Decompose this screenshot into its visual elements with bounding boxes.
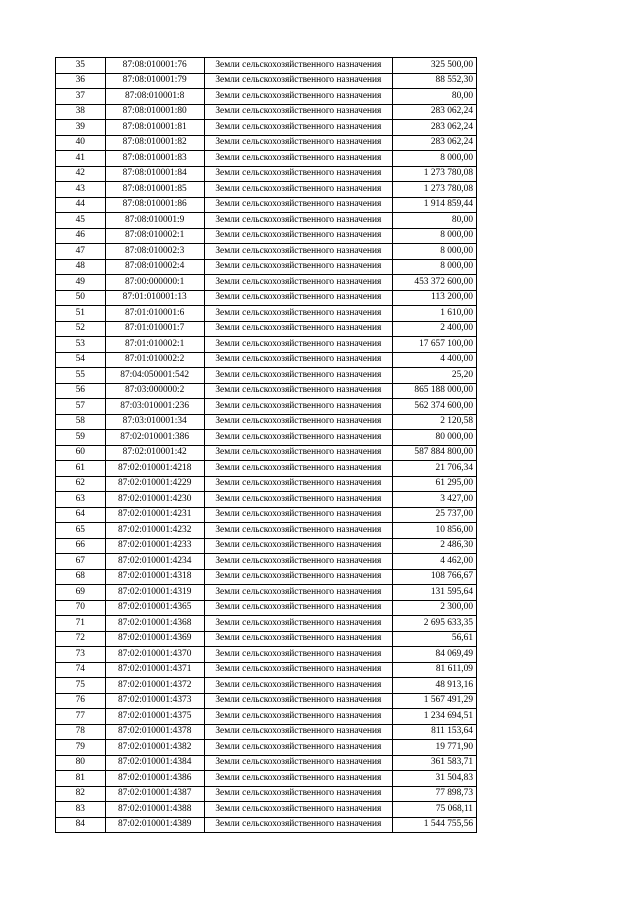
table-row: [56, 337, 477, 353]
cadastral-value-cell: 361 583,71: [392, 755, 476, 771]
cadastral-number-cell: 87:02:010001:4319: [105, 585, 204, 601]
land-category-cell: Земли сельскохозяйственного назначения: [204, 368, 392, 384]
cadastral-value-cell: 88 552,30: [392, 73, 476, 89]
cadastral-value-cell: 283 062,24: [392, 120, 476, 136]
table-row: [56, 476, 477, 492]
cadastral-number-cell: 87:08:010001:80: [105, 104, 204, 120]
cadastral-value-cell: 8 000,00: [392, 151, 476, 167]
cadastral-number-cell: 87:08:010001:86: [105, 197, 204, 213]
table-row: [56, 368, 477, 384]
row-number-cell: 45: [56, 213, 106, 229]
cadastral-value-cell: 25,20: [392, 368, 476, 384]
cadastral-number-cell: 87:08:010002:4: [105, 259, 204, 275]
cadastral-value-cell: 2 695 633,35: [392, 616, 476, 632]
cadastral-value-cell: 4 400,00: [392, 352, 476, 368]
cadastral-number-cell: 87:02:010001:4218: [105, 461, 204, 477]
row-number-cell: 69: [56, 585, 106, 601]
table-row: [56, 244, 477, 260]
row-number-cell: 65: [56, 523, 106, 539]
row-number-cell: 80: [56, 755, 106, 771]
row-number-cell: 83: [56, 802, 106, 818]
cadastral-value-cell: 19 771,90: [392, 740, 476, 756]
cadastral-number-cell: 87:08:010001:9: [105, 213, 204, 229]
land-category-cell: Земли сельскохозяйственного назначения: [204, 507, 392, 523]
cadastral-value-cell: 25 737,00: [392, 507, 476, 523]
row-number-cell: 78: [56, 724, 106, 740]
table-row: [56, 166, 477, 182]
land-category-cell: Земли сельскохозяйственного назначения: [204, 151, 392, 167]
cadastral-number-cell: 87:08:010002:3: [105, 244, 204, 260]
cadastral-value-cell: 8 000,00: [392, 244, 476, 260]
cadastral-value-cell: 587 884 800,00: [392, 445, 476, 461]
table-row: [56, 507, 477, 523]
row-number-cell: 46: [56, 228, 106, 244]
land-category-cell: Земли сельскохозяйственного назначения: [204, 321, 392, 337]
land-category-cell: Земли сельскохозяйственного назначения: [204, 585, 392, 601]
cadastral-number-cell: 87:02:010001:42: [105, 445, 204, 461]
cadastral-value-cell: 81 611,09: [392, 662, 476, 678]
cadastral-value-cell: 56,61: [392, 631, 476, 647]
table-row: [56, 352, 477, 368]
cadastral-value-cell: 325 500,00: [392, 58, 476, 74]
table-row: [56, 647, 477, 663]
land-category-cell: Земли сельскохозяйственного назначения: [204, 306, 392, 322]
table-row: [56, 306, 477, 322]
cadastral-value-cell: 453 372 600,00: [392, 275, 476, 291]
cadastral-value-cell: 8 000,00: [392, 259, 476, 275]
cadastral-value-cell: 811 153,64: [392, 724, 476, 740]
table-row: [56, 120, 477, 136]
cadastral-value-cell: 1 273 780,08: [392, 166, 476, 182]
cadastral-value-cell: 2 300,00: [392, 600, 476, 616]
table-body: [56, 58, 477, 833]
row-number-cell: 43: [56, 182, 106, 198]
cadastral-value-cell: 2 486,30: [392, 538, 476, 554]
table-row: [56, 631, 477, 647]
row-number-cell: 35: [56, 58, 106, 74]
row-number-cell: 70: [56, 600, 106, 616]
land-category-cell: Земли сельскохозяйственного назначения: [204, 89, 392, 105]
table-row: [56, 724, 477, 740]
row-number-cell: 62: [56, 476, 106, 492]
cadastral-value-cell: 31 504,83: [392, 771, 476, 787]
row-number-cell: 47: [56, 244, 106, 260]
cadastral-value-cell: 283 062,24: [392, 135, 476, 151]
land-category-cell: Земли сельскохозяйственного назначения: [204, 709, 392, 725]
row-number-cell: 66: [56, 538, 106, 554]
land-category-cell: Земли сельскохозяйственного назначения: [204, 197, 392, 213]
table-row: [56, 213, 477, 229]
land-category-cell: Земли сельскохозяйственного назначения: [204, 182, 392, 198]
cadastral-value-cell: 131 595,64: [392, 585, 476, 601]
row-number-cell: 39: [56, 120, 106, 136]
cadastral-value-cell: 17 657 100,00: [392, 337, 476, 353]
cadastral-value-cell: 1 544 755,56: [392, 817, 476, 833]
land-category-cell: Земли сельскохозяйственного назначения: [204, 414, 392, 430]
table-row: [56, 802, 477, 818]
cadastral-number-cell: 87:08:010001:76: [105, 58, 204, 74]
cadastral-number-cell: 87:08:010001:79: [105, 73, 204, 89]
cadastral-number-cell: 87:02:010001:4378: [105, 724, 204, 740]
land-category-cell: Земли сельскохозяйственного назначения: [204, 631, 392, 647]
cadastral-number-cell: 87:02:010001:4373: [105, 693, 204, 709]
land-category-cell: Земли сельскохозяйственного назначения: [204, 802, 392, 818]
table-row: [56, 755, 477, 771]
table-row: [56, 817, 477, 833]
cadastral-number-cell: 87:01:010001:13: [105, 290, 204, 306]
row-number-cell: 77: [56, 709, 106, 725]
cadastral-number-cell: 87:00:000000:1: [105, 275, 204, 291]
row-number-cell: 54: [56, 352, 106, 368]
cadastral-value-cell: 61 295,00: [392, 476, 476, 492]
row-number-cell: 72: [56, 631, 106, 647]
cadastral-number-cell: 87:03:000000:2: [105, 383, 204, 399]
land-category-cell: Земли сельскохозяйственного назначения: [204, 600, 392, 616]
land-category-cell: Земли сельскохозяйственного назначения: [204, 786, 392, 802]
land-category-cell: Земли сельскохозяйственного назначения: [204, 616, 392, 632]
table-row: [56, 399, 477, 415]
cadastral-value-cell: 10 856,00: [392, 523, 476, 539]
table-row: [56, 104, 477, 120]
cadastral-value-cell: 21 706,34: [392, 461, 476, 477]
row-number-cell: 76: [56, 693, 106, 709]
cadastral-value-cell: 48 913,16: [392, 678, 476, 694]
cadastral-number-cell: 87:08:010002:1: [105, 228, 204, 244]
cadastral-value-cell: 77 898,73: [392, 786, 476, 802]
row-number-cell: 53: [56, 337, 106, 353]
cadastral-number-cell: 87:02:010001:4234: [105, 554, 204, 570]
cadastral-number-cell: 87:02:010001:4388: [105, 802, 204, 818]
row-number-cell: 79: [56, 740, 106, 756]
land-category-cell: Земли сельскохозяйственного назначения: [204, 430, 392, 446]
cadastral-number-cell: 87:02:010001:4231: [105, 507, 204, 523]
table-row: [56, 616, 477, 632]
cadastral-number-cell: 87:02:010001:4318: [105, 569, 204, 585]
cadastral-value-cell: 2 120,58: [392, 414, 476, 430]
table-row: [56, 662, 477, 678]
row-number-cell: 48: [56, 259, 106, 275]
cadastral-number-cell: 87:02:010001:4369: [105, 631, 204, 647]
land-category-cell: Земли сельскохозяйственного назначения: [204, 771, 392, 787]
cadastral-number-cell: 87:02:010001:4370: [105, 647, 204, 663]
table-row: [56, 259, 477, 275]
row-number-cell: 57: [56, 399, 106, 415]
land-category-cell: Земли сельскохозяйственного назначения: [204, 228, 392, 244]
cadastral-number-cell: 87:02:010001:4372: [105, 678, 204, 694]
land-category-cell: Земли сельскохозяйственного назначения: [204, 399, 392, 415]
cadastral-number-cell: 87:03:010001:34: [105, 414, 204, 430]
row-number-cell: 55: [56, 368, 106, 384]
cadastral-number-cell: 87:02:010001:4230: [105, 492, 204, 508]
cadastral-value-cell: 80,00: [392, 89, 476, 105]
cadastral-number-cell: 87:02:010001:4368: [105, 616, 204, 632]
cadastral-number-cell: 87:02:010001:4382: [105, 740, 204, 756]
row-number-cell: 37: [56, 89, 106, 105]
table-row: [56, 135, 477, 151]
cadastral-value-cell: 1 273 780,08: [392, 182, 476, 198]
land-category-cell: Земли сельскохозяйственного назначения: [204, 569, 392, 585]
cadastral-number-cell: 87:02:010001:4389: [105, 817, 204, 833]
land-category-cell: Земли сельскохозяйственного назначения: [204, 461, 392, 477]
table-row: [56, 461, 477, 477]
table-row: [56, 321, 477, 337]
cadastral-value-cell: 80 000,00: [392, 430, 476, 446]
table-row: [56, 771, 477, 787]
row-number-cell: 51: [56, 306, 106, 322]
table-row: [56, 414, 477, 430]
row-number-cell: 82: [56, 786, 106, 802]
table-row: [56, 197, 477, 213]
row-number-cell: 36: [56, 73, 106, 89]
table-row: [56, 538, 477, 554]
row-number-cell: 68: [56, 569, 106, 585]
cadastral-number-cell: 87:02:010001:386: [105, 430, 204, 446]
land-category-cell: Земли сельскохозяйственного назначения: [204, 817, 392, 833]
table-row: [56, 492, 477, 508]
land-category-cell: Земли сельскохозяйственного назначения: [204, 662, 392, 678]
row-number-cell: 81: [56, 771, 106, 787]
row-number-cell: 75: [56, 678, 106, 694]
cadastral-value-cell: 1 914 859,44: [392, 197, 476, 213]
row-number-cell: 52: [56, 321, 106, 337]
land-category-cell: Земли сельскохозяйственного назначения: [204, 678, 392, 694]
cadastral-value-cell: 562 374 600,00: [392, 399, 476, 415]
table-row: [56, 290, 477, 306]
row-number-cell: 49: [56, 275, 106, 291]
land-category-cell: Земли сельскохозяйственного назначения: [204, 290, 392, 306]
row-number-cell: 63: [56, 492, 106, 508]
row-number-cell: 60: [56, 445, 106, 461]
table-row: [56, 73, 477, 89]
row-number-cell: 84: [56, 817, 106, 833]
table-row: [56, 58, 477, 74]
row-number-cell: 58: [56, 414, 106, 430]
row-number-cell: 42: [56, 166, 106, 182]
land-category-cell: Земли сельскохозяйственного назначения: [204, 337, 392, 353]
land-category-cell: Земли сельскохозяйственного назначения: [204, 275, 392, 291]
cadastral-value-cell: 8 000,00: [392, 228, 476, 244]
cadastral-number-cell: 87:01:010001:6: [105, 306, 204, 322]
table-row: [56, 693, 477, 709]
table-row: [56, 523, 477, 539]
cadastral-number-cell: 87:08:010001:85: [105, 182, 204, 198]
table-row: [56, 585, 477, 601]
land-category-cell: Земли сельскохозяйственного назначения: [204, 647, 392, 663]
land-category-cell: Земли сельскохозяйственного назначения: [204, 693, 392, 709]
cadastral-value-cell: 84 069,49: [392, 647, 476, 663]
cadastral-number-cell: 87:01:010002:1: [105, 337, 204, 353]
table-row: [56, 786, 477, 802]
row-number-cell: 50: [56, 290, 106, 306]
cadastral-value-cell: 1 234 694,51: [392, 709, 476, 725]
land-category-cell: Земли сельскохозяйственного назначения: [204, 445, 392, 461]
land-category-cell: Земли сельскохозяйственного назначения: [204, 120, 392, 136]
cadastral-number-cell: 87:02:010001:4386: [105, 771, 204, 787]
cadastral-value-cell: 113 200,00: [392, 290, 476, 306]
cadastral-number-cell: 87:08:010001:81: [105, 120, 204, 136]
cadastral-number-cell: 87:08:010001:84: [105, 166, 204, 182]
table-row: [56, 569, 477, 585]
table-row: [56, 709, 477, 725]
land-category-cell: Земли сельскохозяйственного назначения: [204, 73, 392, 89]
table-row: [56, 445, 477, 461]
cadastral-value-cell: 283 062,24: [392, 104, 476, 120]
table-row: [56, 89, 477, 105]
land-category-cell: Земли сельскохозяйственного назначения: [204, 492, 392, 508]
cadastral-value-cell: 108 766,67: [392, 569, 476, 585]
row-number-cell: 64: [56, 507, 106, 523]
land-category-cell: Земли сельскохозяйственного назначения: [204, 523, 392, 539]
cadastral-number-cell: 87:02:010001:4229: [105, 476, 204, 492]
land-category-cell: Земли сельскохозяйственного назначения: [204, 724, 392, 740]
table-row: [56, 430, 477, 446]
table-row: [56, 740, 477, 756]
cadastral-number-cell: 87:01:010001:7: [105, 321, 204, 337]
cadastral-number-cell: 87:08:010001:82: [105, 135, 204, 151]
table-row: [56, 151, 477, 167]
row-number-cell: 38: [56, 104, 106, 120]
table-row: [56, 228, 477, 244]
land-category-cell: Земли сельскохозяйственного назначения: [204, 213, 392, 229]
cadastral-number-cell: 87:04:050001:542: [105, 368, 204, 384]
cadastral-value-cell: 4 462,00: [392, 554, 476, 570]
cadastral-value-cell: 2 400,00: [392, 321, 476, 337]
cadastral-number-cell: 87:02:010001:4387: [105, 786, 204, 802]
cadastral-value-cell: 75 068,11: [392, 802, 476, 818]
cadastral-number-cell: 87:02:010001:4371: [105, 662, 204, 678]
table-row: [56, 678, 477, 694]
land-category-cell: Земли сельскохозяйственного назначения: [204, 104, 392, 120]
cadastral-number-cell: 87:02:010001:4232: [105, 523, 204, 539]
land-category-cell: Земли сельскохозяйственного назначения: [204, 538, 392, 554]
row-number-cell: 59: [56, 430, 106, 446]
cadastral-value-cell: 80,00: [392, 213, 476, 229]
cadastral-number-cell: 87:08:010001:8: [105, 89, 204, 105]
row-number-cell: 67: [56, 554, 106, 570]
table-row: [56, 383, 477, 399]
land-parcels-table: [55, 57, 477, 833]
cadastral-number-cell: 87:02:010001:4365: [105, 600, 204, 616]
land-category-cell: Земли сельскохозяйственного назначения: [204, 352, 392, 368]
table-row: [56, 600, 477, 616]
land-category-cell: Земли сельскохозяйственного назначения: [204, 383, 392, 399]
cadastral-number-cell: 87:02:010001:4233: [105, 538, 204, 554]
table-row: [56, 275, 477, 291]
land-category-cell: Земли сельскохозяйственного назначения: [204, 259, 392, 275]
row-number-cell: 41: [56, 151, 106, 167]
cadastral-number-cell: 87:08:010001:83: [105, 151, 204, 167]
row-number-cell: 74: [56, 662, 106, 678]
table-row: [56, 554, 477, 570]
row-number-cell: 44: [56, 197, 106, 213]
land-category-cell: Земли сельскохозяйственного назначения: [204, 476, 392, 492]
land-category-cell: Земли сельскохозяйственного назначения: [204, 58, 392, 74]
land-category-cell: Земли сельскохозяйственного назначения: [204, 755, 392, 771]
cadastral-value-cell: 3 427,00: [392, 492, 476, 508]
land-category-cell: Земли сельскохозяйственного назначения: [204, 244, 392, 260]
row-number-cell: 40: [56, 135, 106, 151]
land-category-cell: Земли сельскохозяйственного назначения: [204, 740, 392, 756]
land-category-cell: Земли сельскохозяйственного назначения: [204, 166, 392, 182]
land-category-cell: Земли сельскохозяйственного назначения: [204, 554, 392, 570]
cadastral-number-cell: 87:01:010002:2: [105, 352, 204, 368]
row-number-cell: 73: [56, 647, 106, 663]
cadastral-number-cell: 87:02:010001:4384: [105, 755, 204, 771]
row-number-cell: 56: [56, 383, 106, 399]
table-row: [56, 182, 477, 198]
cadastral-number-cell: 87:02:010001:4375: [105, 709, 204, 725]
cadastral-value-cell: 1 567 491,29: [392, 693, 476, 709]
land-category-cell: Земли сельскохозяйственного назначения: [204, 135, 392, 151]
cadastral-number-cell: 87:03:010001:236: [105, 399, 204, 415]
cadastral-value-cell: 865 188 000,00: [392, 383, 476, 399]
cadastral-value-cell: 1 610,00: [392, 306, 476, 322]
row-number-cell: 61: [56, 461, 106, 477]
row-number-cell: 71: [56, 616, 106, 632]
